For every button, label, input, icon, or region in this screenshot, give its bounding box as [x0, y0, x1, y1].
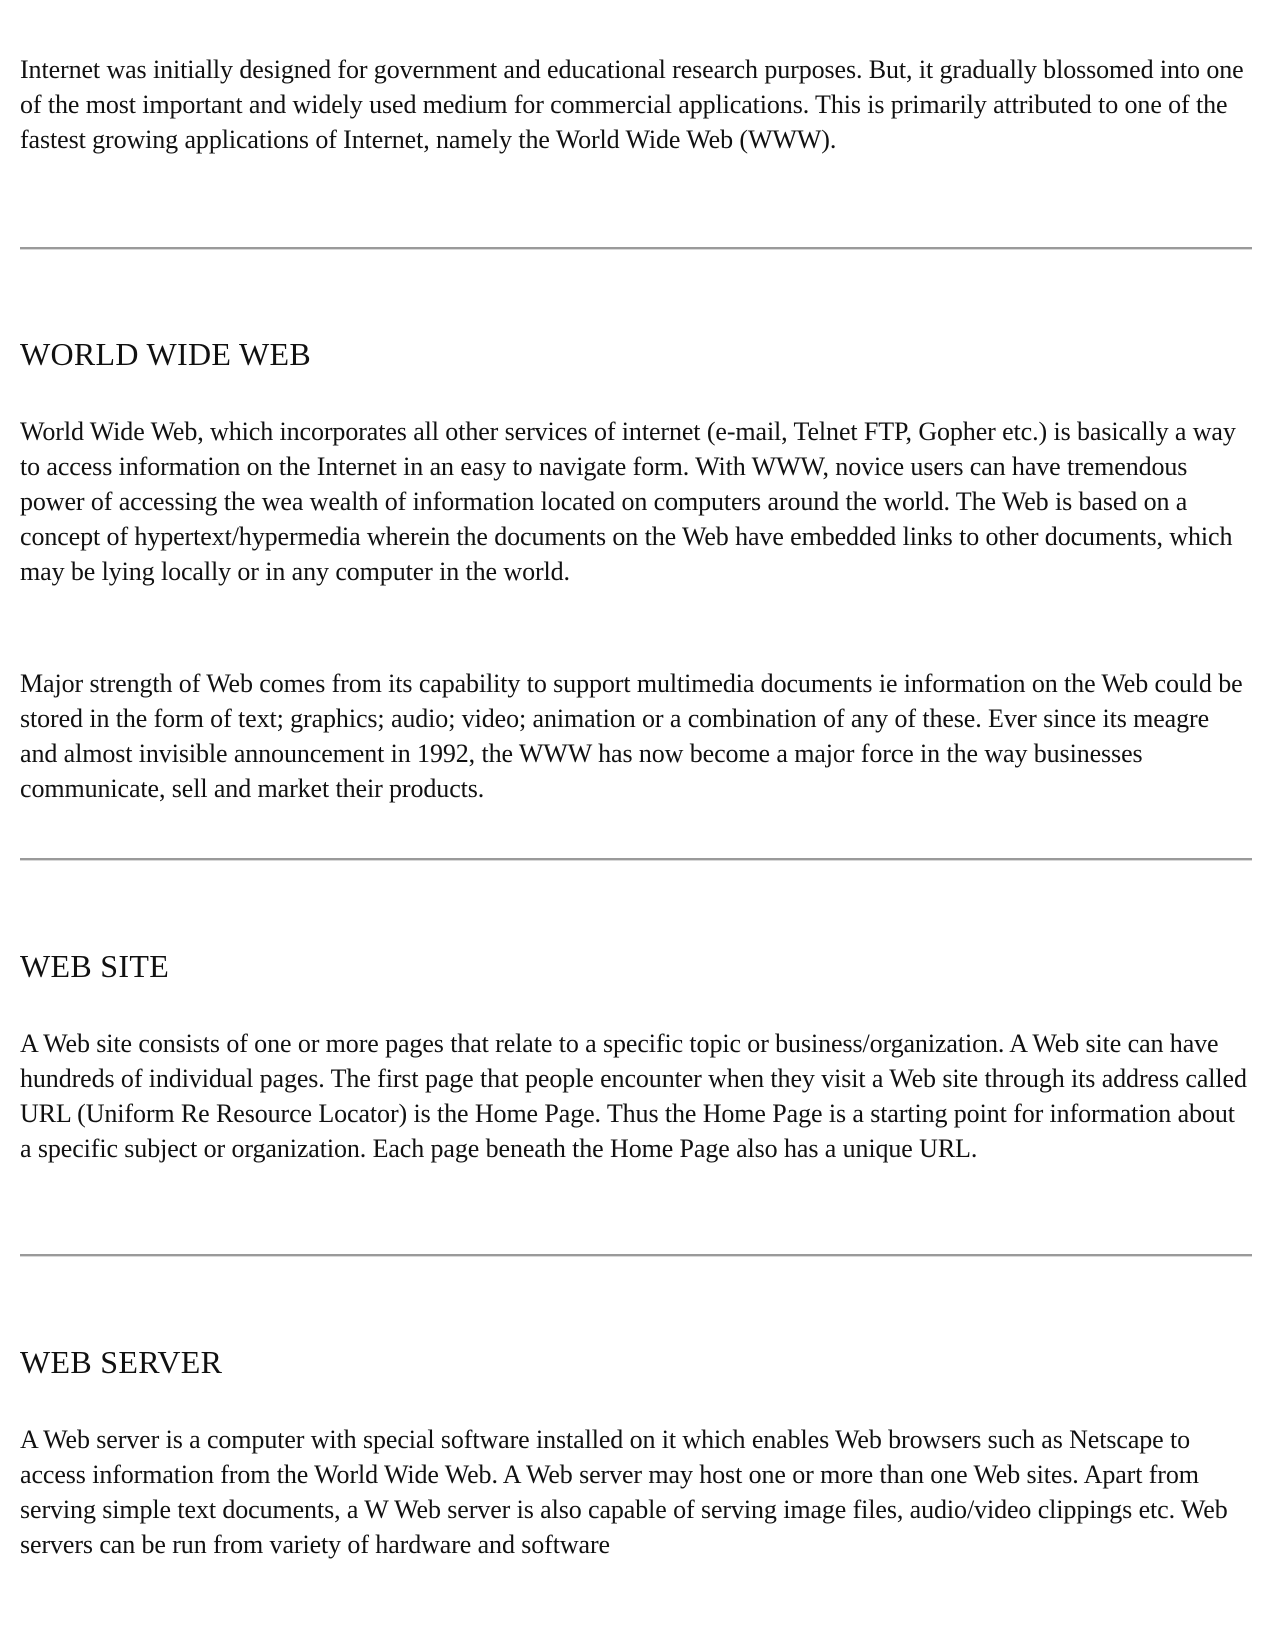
section-heading-world-wide-web: WORLD WIDE WEB	[20, 336, 311, 372]
section-heading-web-site: WEB SITE	[20, 948, 170, 984]
paragraph-www-strength: Major strength of Web comes from its capability to support multimedia documents ie information on the Web could be stored in the form of text; graphics; audio; video; animation or a combination of any of these. Ever since its meagre and almost invisible announcement in 1992, the WWW has now become a major force in the way businesses communicate, sell and market their products.	[20, 669, 1243, 803]
horizontal-rule	[20, 858, 1252, 861]
paragraph-web-server: A Web server is a computer with special software installed on it which enables Web browsers such as Netscape to access information from the World Wide Web. A Web server may host one or more than one Web sites. Apart from serving simple text documents, a W Web server is also capable of serving image files, audio/video clippings etc. Web servers can be run from variety of hardware and software	[20, 1425, 1228, 1559]
paragraph-web-site: A Web site consists of one or more pages that relate to a specific topic or business/organization. A Web site can have hundreds of individual pages. The first page that people encounter when they visit a Web site through its address called URL (Uniform Re Resource Locator) is the Home Page. Thus the Home Page is a starting point for information about a specific subject or organization. Each page beneath the Home Page also has a unique URL.	[20, 1029, 1247, 1163]
horizontal-rule	[20, 247, 1252, 250]
horizontal-rule	[20, 1254, 1252, 1257]
intro-paragraph: Internet was initially designed for government and educational research purposes. But, it gradually blossomed into one of the most important and widely used medium for commercial applications. This is primarily attributed to one of the fastest growing applications of Internet, namely the World Wide Web (WWW).	[20, 55, 1244, 154]
section-heading-web-server: WEB SERVER	[20, 1344, 223, 1380]
paragraph-www-definition: World Wide Web, which incorporates all other services of internet (e-mail, Telnet FTP, Gopher etc.) is basically a way to access information on the Internet in an easy to navigate form. With WWW, novice users can have tremendous power of accessing the wea wealth of information located on computers around the world. The Web is based on a concept of hypertext/hypermedia wherein the documents on the Web have embedded links to other documents, which may be lying locally or in any computer in the world.	[20, 417, 1236, 586]
